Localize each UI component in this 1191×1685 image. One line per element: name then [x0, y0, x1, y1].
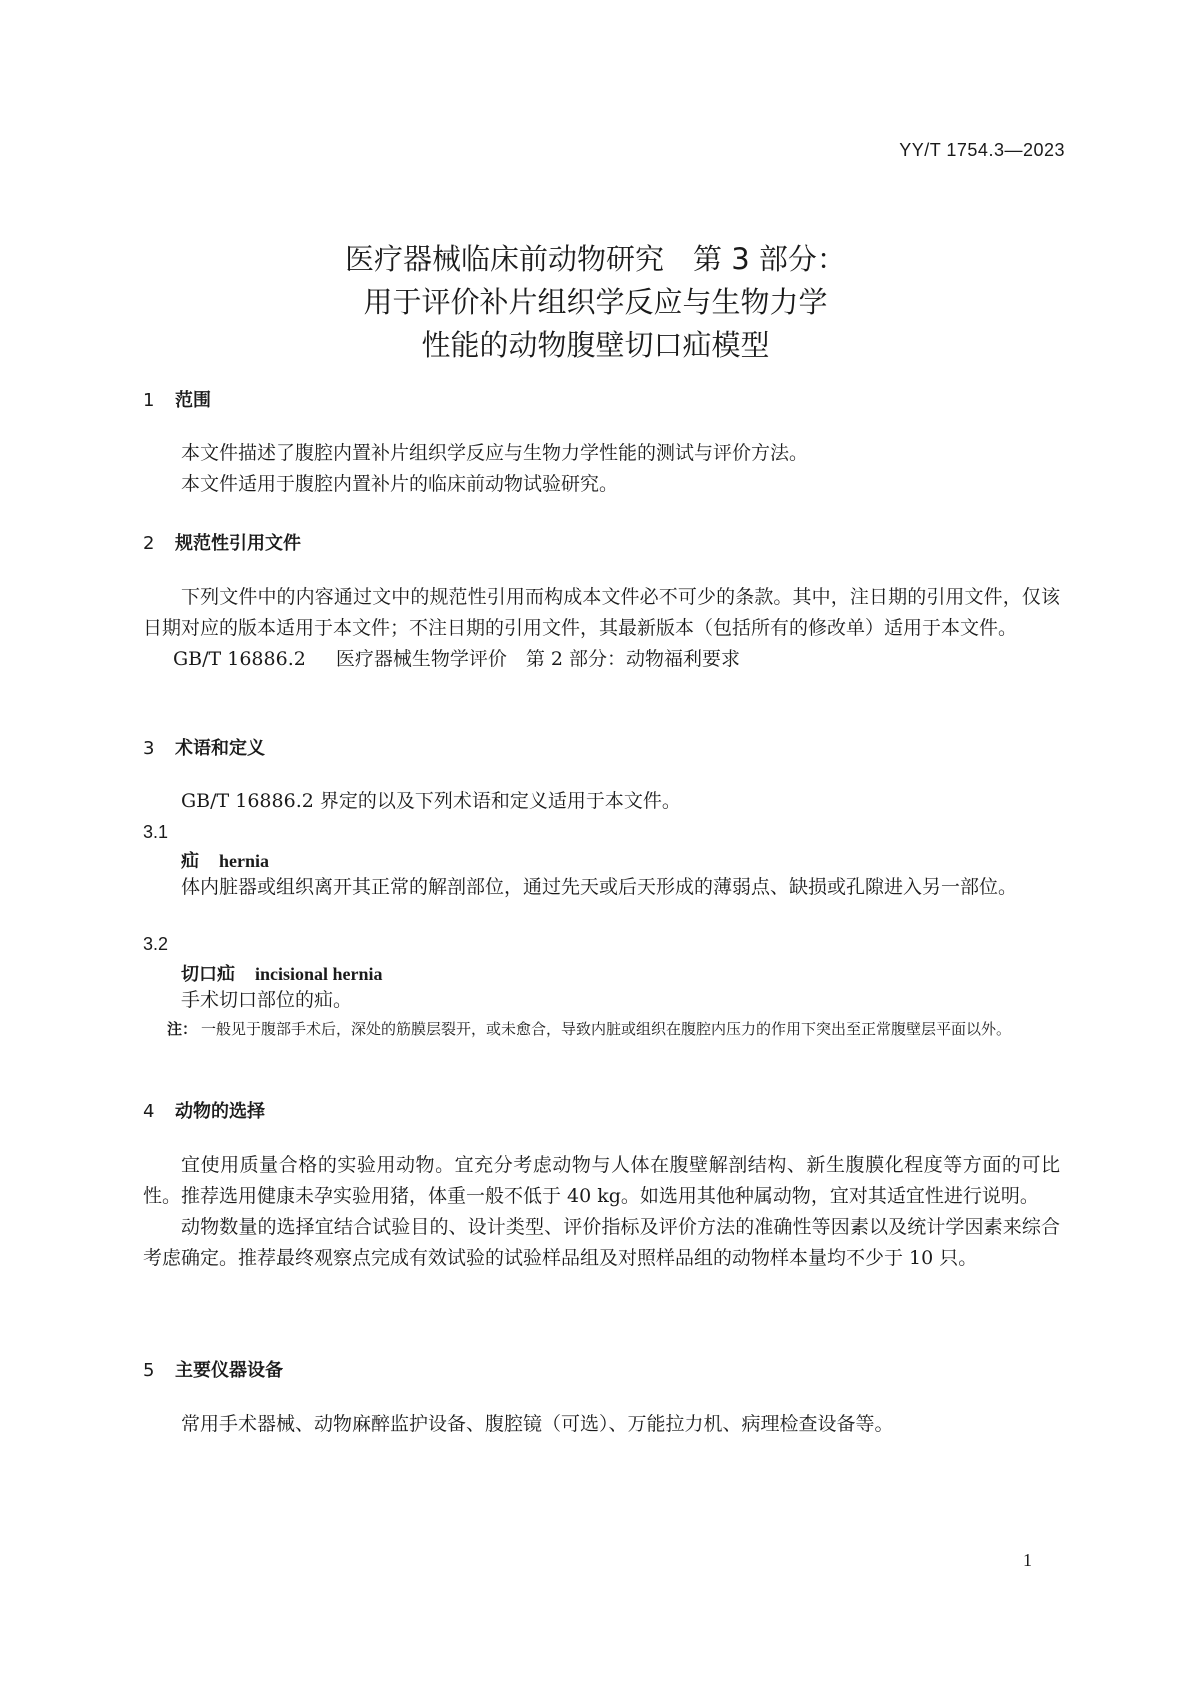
section-1-body: [143, 438, 1060, 500]
paragraph: 本文件描述了腹腔内置补片组织学反应与生物力学性能的测试与评价方法。: [181, 442, 809, 464]
paragraph: 常用手术器械、动物麻醉监护设备、腹腔镜（可选）、万能拉力机、病理检查设备等。: [181, 1413, 894, 1435]
section-title: 范围: [175, 390, 211, 411]
section-number: 2: [143, 533, 155, 554]
paragraph: 下列文件中的内容通过文中的规范性引用而构成本文件必不可少的条款。其中，注日期的引用文件，仅该日期对应的版本适用于本文件；不注日期的引用文件，其最新版本（包括所有的修改单）适用于本文件。: [143, 586, 1060, 639]
title-line-2: 用于评价补片组织学反应与生物力学: [363, 285, 828, 319]
term-note: [167, 1016, 1046, 1043]
section-title: 动物的选择: [175, 1101, 265, 1122]
term-english: incisional hernia: [255, 964, 383, 984]
section-title: 术语和定义: [175, 738, 265, 759]
term-3-1: [181, 847, 269, 873]
term-3-1-definition: [143, 872, 1060, 903]
page-number: 1: [1023, 1550, 1032, 1570]
section-number: 5: [143, 1360, 155, 1381]
standard-code: YY/T 1754.3—2023: [899, 140, 1065, 160]
title-line-3: 性能的动物腹壁切口疝模型: [421, 328, 770, 362]
reference-title: 医疗器械生物学评价 第 2 部分：动物福利要求: [335, 648, 740, 670]
term-3-1-number: 3.1: [143, 822, 169, 842]
section-1-heading: [143, 386, 211, 412]
normative-reference: [143, 644, 1060, 675]
section-3-heading: [143, 734, 265, 760]
section-number: 3: [143, 738, 155, 759]
section-4-heading: [143, 1097, 265, 1123]
note-label: 注：: [167, 1020, 198, 1038]
section-2-body: [143, 582, 1060, 675]
section-4-body: [143, 1150, 1060, 1274]
paragraph: 本文件适用于腹腔内置补片的临床前动物试验研究。: [181, 473, 619, 495]
paragraph: GB/T 16886.2 界定的以及下列术语和定义适用于本文件。: [181, 790, 681, 812]
term-english: hernia: [219, 851, 270, 871]
section-5-heading: [143, 1356, 283, 1382]
paragraph: 动物数量的选择宜结合试验目的、设计类型、评价指标及评价方法的准确性等因素以及统计学因素来综合考虑确定。推荐最终观察点完成有效试验的试验样品组及对照样品组的动物样本量均不少于 10 只。: [143, 1216, 1060, 1269]
note-text: 一般见于腹部手术后，深处的筋膜层裂开，或未愈合，导致内脏或组织在腹腔内压力的作用下突出至正常腹壁层平面以外。: [201, 1020, 1012, 1038]
section-3-intro: [143, 786, 1060, 817]
paragraph: 体内脏器或组织离开其正常的解剖部位，通过先天或后天形成的薄弱点、缺损或孔隙进入另一部位。: [181, 876, 1018, 898]
section-5-body: [143, 1409, 1060, 1440]
reference-code: GB/T 16886.2: [173, 648, 306, 670]
section-2-heading: [143, 529, 301, 555]
section-title: 主要仪器设备: [175, 1360, 283, 1381]
term-chinese: 切口疝: [181, 964, 235, 985]
section-number: 4: [143, 1101, 155, 1122]
title-line-1: 医疗器械临床前动物研究 第 3 部分：: [345, 242, 846, 276]
term-3-2-number: 3.2: [143, 934, 169, 954]
term-3-2-definition: [143, 985, 1060, 1016]
term-chinese: 疝: [181, 851, 199, 872]
term-3-2: [181, 960, 383, 986]
document-title: [0, 238, 1191, 367]
section-number: 1: [143, 390, 155, 411]
section-title: 规范性引用文件: [175, 533, 301, 554]
paragraph: 手术切口部位的疝。: [181, 989, 353, 1011]
paragraph: 宜使用质量合格的实验用动物。宜充分考虑动物与人体在腹壁解剖结构、新生腹膜化程度等方面的可比性。推荐选用健康未孕实验用猪，体重一般不低于 40 kg。如选用其他种属动物，宜对其适宜性进行说明。: [143, 1154, 1060, 1207]
